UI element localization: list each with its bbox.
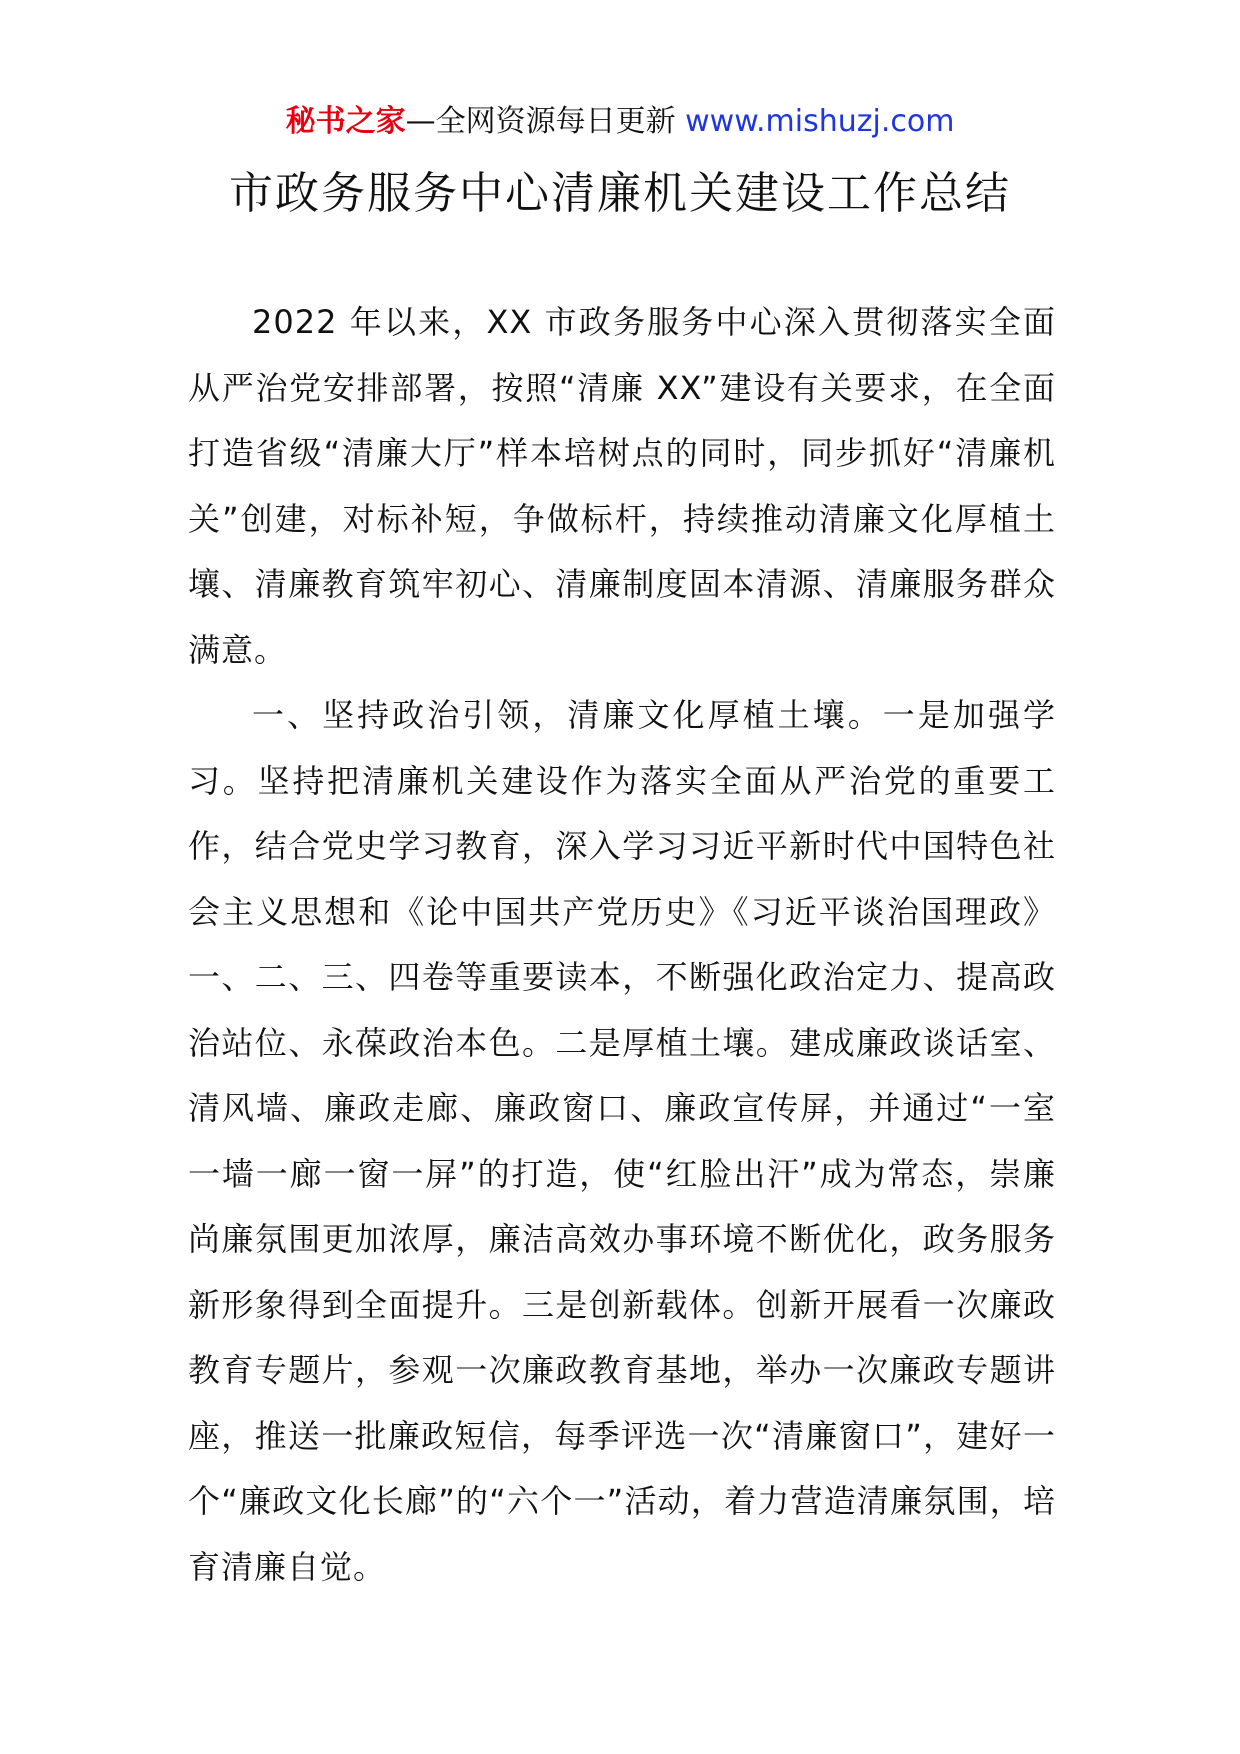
document-body <box>188 290 1056 1600</box>
site-url-link[interactable]: www.mishuzj.com <box>685 104 955 139</box>
site-header <box>0 100 1240 144</box>
paragraph-section-one: 一、坚持政治引领，清廉文化厚植土壤。一是加强学习。坚持把清廉机关建设作为落实全面从严治党的重要工作，结合党史学习教育，深入学习习近平新时代中国特色社会主义思想和《论中国共产党历史》《习近平谈治国理政》一、二、三、四卷等重要读本，不断强化政治定力、提高政治站位、永葆政治本色。二是厚植土壤。建成廉政谈话室、清风墙、廉政走廊、廉政窗口、廉政宣传屏，并通过“一室一墙一廊一窗一屏”的打造，使“红脸出汗”成为常态，崇廉尚廉氛围更加浓厚，廉洁高效办事环境不断优化，政务服务新形象得到全面提升。三是创新载体。创新开展看一次廉政教育专题片，参观一次廉政教育基地，举办一次廉政专题讲座，推送一批廉政短信，每季评选一次“清廉窗口”，建好一个“廉政文化长廊”的“六个一”活动，着力营造清廉氛围，培育清廉自觉。 <box>188 696 1056 1586</box>
paragraph-intro: 2022 年以来，XX 市政务服务中心深入贯彻落实全面从严治党安排部署，按照“清廉 XX”建设有关要求，在全面打造省级“清廉大厅”样本培树点的同时，同步抓好“清廉机关”创建，对标补短，争做标杆，持续推动清廉文化厚植土壤、清廉教育筑牢初心、清廉制度固本清源、清廉服务群众满意。 <box>188 303 1056 669</box>
site-slogan: —全网资源每日更新 <box>405 104 686 139</box>
site-brand: 秘书之家 <box>285 104 406 139</box>
document-title: 市政务服务中心清廉机关建设工作总结 <box>229 168 1011 219</box>
